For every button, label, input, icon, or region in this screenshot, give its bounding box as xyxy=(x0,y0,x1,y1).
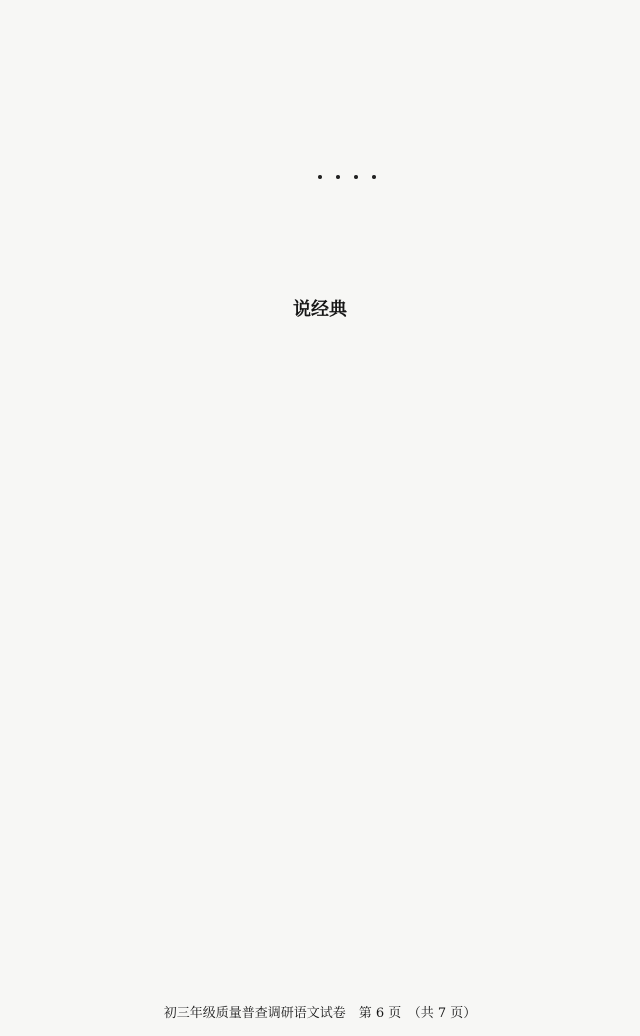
question-17-line-2 xyxy=(0,190,640,226)
article-line xyxy=(0,626,640,662)
article-line xyxy=(0,871,640,907)
question-16-line-1 xyxy=(0,93,640,129)
article-line xyxy=(0,322,640,358)
article-title: 说经典 xyxy=(293,299,347,320)
question-18 xyxy=(0,225,640,261)
question-15-line-2 xyxy=(0,58,640,94)
page-footer: 初三年级质量普查调研语文试卷 第 6 页 （共 7 页） xyxy=(163,1006,477,1021)
article-line xyxy=(0,533,640,569)
section-2-heading xyxy=(0,258,640,294)
question-15-line-1 xyxy=(0,22,640,58)
article-line xyxy=(0,748,640,784)
question-17-line-1 xyxy=(0,155,640,191)
